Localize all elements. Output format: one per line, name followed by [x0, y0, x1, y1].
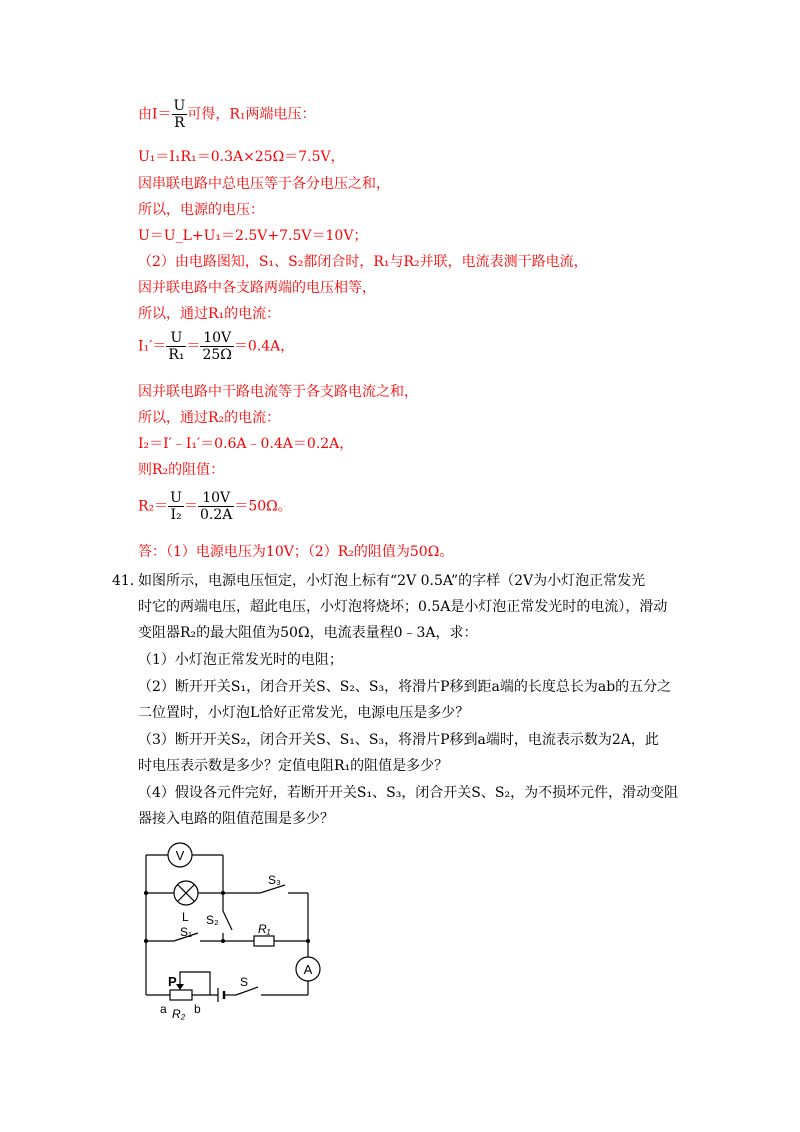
- slider-p-label: P: [168, 974, 177, 989]
- switch-s2-label: S₂: [206, 913, 219, 927]
- solution-line-9: [138, 330, 294, 363]
- junction-dot: [221, 891, 225, 895]
- question-number: 41．: [112, 573, 144, 589]
- text: 可得，R₁两端电压：: [187, 106, 316, 123]
- solution-line-2: U₁＝I₁R₁＝0.3A×25Ω＝7.5V，: [138, 149, 345, 165]
- solution-line-13: 则R₂的阻值：: [138, 462, 225, 478]
- text: ＝: [183, 498, 198, 515]
- switch-s1-label: S₁: [180, 925, 193, 939]
- slider-arrow-icon: [176, 984, 184, 990]
- rheostat-r2-label: R₂: [172, 1007, 186, 1021]
- denominator: R: [174, 115, 185, 131]
- denominator: 0.2A: [199, 507, 233, 523]
- circuit-diagram: [130, 838, 330, 1023]
- numerator: 10V: [200, 330, 233, 347]
- text: ＝0.4A，: [233, 338, 295, 355]
- solution-line-5: U＝U_L+U₁＝2.5V+7.5V＝10V；: [138, 228, 368, 244]
- sub-question-4b: 器接入电路的阻值范围是多少？: [138, 811, 334, 827]
- sub-question-2b: 二位置时，小灯泡L恰好正常发光，电源电压是多少？: [138, 705, 470, 721]
- numerator: 10V: [198, 490, 234, 507]
- solution-line-12: I₂＝I′﹣I₁′＝0.6A﹣0.4A＝0.2A，: [138, 436, 354, 452]
- fraction-10v-over-0-2a: [198, 490, 234, 523]
- solution-line-6: （2）由电路图知，S₁、S₂都闭合时，R₁与R₂并联，电流表测干路电流，: [138, 254, 588, 270]
- text: ＝50Ω。: [234, 498, 292, 515]
- solution-line-14: [138, 490, 292, 523]
- junction-dot: [221, 939, 225, 943]
- denominator: I₂: [170, 507, 182, 523]
- switch-s2-blade: [223, 911, 232, 930]
- solution-line-11: 所以，通过R₂的电流：: [138, 410, 281, 426]
- voltmeter-label: V: [175, 848, 185, 863]
- solution-line-1: [138, 98, 316, 131]
- numerator: U: [166, 330, 186, 347]
- terminal-b-label: b: [194, 1002, 201, 1016]
- lamp-label: L: [182, 910, 189, 924]
- fraction-u-over-i2: [168, 490, 184, 523]
- junction-dot: [144, 939, 148, 943]
- numerator: U: [170, 490, 182, 506]
- ammeter-label: A: [303, 962, 313, 977]
- solution-line-3: 因串联电路中总电压等于各分电压之和，: [138, 176, 390, 192]
- numerator: U: [173, 98, 186, 114]
- solution-line-7: 因并联电路中各支路两端的电压相等，: [138, 280, 376, 296]
- denominator: 25Ω: [202, 347, 232, 363]
- switch-s3-label: S₃: [268, 873, 281, 887]
- text: R₂＝: [138, 498, 169, 515]
- fraction-u-over-r1: [166, 330, 186, 363]
- sub-question-3a: （3）断开开关S₂，闭合开关S、S₁、S₃，将滑片P移到a端时，电流表示数为2A，此: [138, 732, 659, 748]
- question-text-2: 时它的两端电压，超此电压，小灯泡将烧坏；0.5A是小灯泡正常发光时的电流），滑动: [138, 599, 668, 615]
- rheostat-r2: [170, 990, 192, 1000]
- slider-wire: [180, 972, 210, 995]
- resistor-r1-label: R₁: [258, 922, 271, 936]
- sub-question-3b: 时电压表示数是多少？定值电阻R₁的阻值是多少？: [138, 758, 449, 774]
- fraction-10v-over-25ohm: [200, 330, 233, 363]
- junction-dot: [306, 939, 310, 943]
- question-text-1: 如图所示，电源电压恒定，小灯泡上标有“2V 0.5A”的字样（2V为小灯泡正常发光: [138, 573, 646, 589]
- denominator: R₁: [168, 347, 185, 363]
- text: 由I＝: [138, 106, 172, 123]
- question-text-3: 变阻器R₂的最大阻值为50Ω，电流表量程0﹣3A，求：: [138, 625, 478, 641]
- sub-question-1: （1）小灯泡正常发光时的电阻；: [138, 652, 343, 668]
- sub-question-4a: （4）假设各元件完好，若断开开关S₁、S₃，闭合开关S、S₂，为不损坏元件，滑动变阻: [138, 785, 679, 801]
- junction-dot: [144, 891, 148, 895]
- solution-answer: 答：（1）电源电压为10V；（2）R₂的阻值为50Ω。: [138, 544, 454, 560]
- switch-s-label: S: [240, 975, 249, 989]
- text: ＝: [186, 338, 201, 355]
- solution-line-10: 因并联电路中干路电流等于各支路电流之和，: [138, 384, 418, 400]
- terminal-a-label: a: [160, 1002, 167, 1016]
- sub-question-2a: （2）断开开关S₁，闭合开关S、S₂、S₃，将滑片P移到距a端的长度总长为ab的五分之: [138, 679, 672, 695]
- text: I₁′＝: [138, 338, 167, 355]
- solution-line-8: 所以，通过R₁的电流：: [138, 306, 281, 322]
- solution-line-4: 所以，电源的电压：: [138, 202, 264, 218]
- fraction-u-over-r: [172, 98, 188, 131]
- resistor-r1: [254, 936, 274, 946]
